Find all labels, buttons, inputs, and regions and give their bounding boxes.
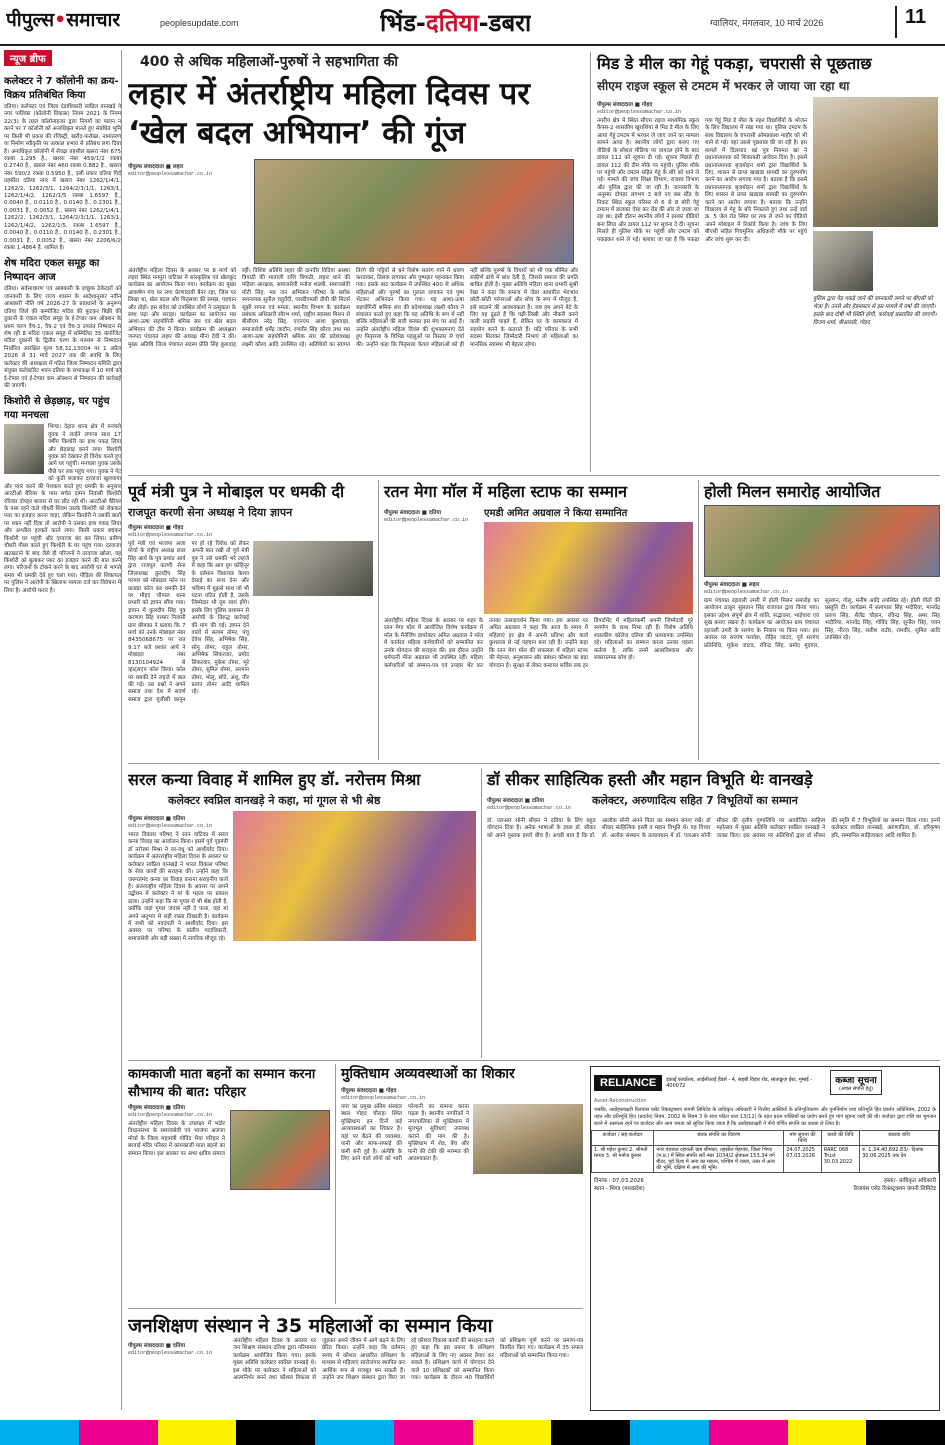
table-row bbox=[592, 1146, 939, 1173]
article-headline: होली मिलन समारोह आयोजित bbox=[704, 482, 881, 501]
article-photo bbox=[813, 97, 938, 227]
advertiser-logo: RELIANCE bbox=[594, 1075, 662, 1091]
table-cell: RARC 068 Trust 30.03.2022 bbox=[821, 1146, 859, 1173]
photo-caption: पुलिस द्वारा पेड़ पकड़े जाने की जानकारी लगने पर बीएसी को भेजा है। उनसे और हेडमास्टर से इस मामले में वर्षा की जाएगी। इसके बाद दोषी भी स्थिति होगी, कार्रवाई प्रस्तावित की जाएगी। विजय शर्मा, बीआरसी, गोहद bbox=[813, 296, 937, 326]
table-header: कब्जे की तिथि bbox=[821, 1131, 859, 1146]
section-title: भिंड-दतिया-डबरा bbox=[380, 9, 532, 37]
article-byline: पीपुल्स संवाददाता ■ लहार bbox=[128, 163, 184, 170]
article-headline: जनशिक्षण संस्थान ने 35 महिलाओं का सम्मान किया bbox=[128, 1315, 493, 1337]
article-email: editor@peoplessamachar.co.in bbox=[128, 823, 213, 829]
article-email: editor@peoplessamachar.co.in bbox=[341, 1095, 426, 1101]
brief-headline: किशोरी से छेड़छाड़, घर पहुंच गया मनचला bbox=[4, 396, 110, 422]
article-subhead: सीएम राइज स्कूल से टमटम में भरकर ले जाया जा रहा था bbox=[597, 79, 850, 93]
advertiser-tagline: Asset Reconstruction bbox=[594, 1098, 647, 1104]
print-color-bar bbox=[0, 1420, 945, 1445]
brief-body: भिण्ड। देहात थाना क्षेत्र में मनचले युवक ने लाईने लगाया साथ 17 वर्षीय किशोरी का हाथ पकड़ लिया और छेड़छाड़ करने लगा। किशोरी युवक को देखकर ही विरोध करते हुए आगे घर पहुंची। मनचला युवक उसके पीछे घर तक पहुंच गया। युवक ने गेट को कुंडी बजाकर दरवाजा खुलवाया और प्यार करने की पेशकश करते हुए धमकी के अनुसार आरटीओ बैरियर के पास सचेत दामन निवासी किशोरी रविवार दोपहर बाजार से घर लौट रही थी। आरटीओ बैरियर के पास रहने वाले चौधरी शिवम उसके किशोरी को रोककर प्यार का इजहार करना चाहा, लेकिन किशोरी ने उसकी बातों पर ध्यान नहीं दिया तो आरोपी ने उसका हाथ पकड़ लिया और अश्लील हरकतें करने लगा। किसी प्रकार बचकर किशोरी घर पहुंची और दरवाजा बंद कर लिया। प्रवीण चौधरी पीछा करते हुए किशोरी के घर पहुंच गया। दरवाजा खटखटाने के बाद जैसे ही परिजनों ने दरवाजा खोला, वह किशोरी को बुलाकर प्यार का इजहार करने की बात करने लगा। परिजनों के टोकने करने के बाद आरोपी घर से भागते समय भी धमकी देते हुए चला गया। पीड़िता की शिकायत पर पुलिस ने आरोपी के खिलाफ मामला दर्ज कर विवेचना में लिया है। आरोपी फरार है। bbox=[4, 424, 121, 594]
newspaper-logo: पीपुल्स•समाचार bbox=[6, 9, 121, 31]
logo-dot: • bbox=[54, 9, 67, 31]
article-byline: पीपुल्स संवाददाता ■ गोहद bbox=[597, 102, 653, 108]
mall-article bbox=[378, 480, 693, 760]
advertiser-address: इकाई कार्यालय, आईसीआई हैंडर्स - 4, सहबी विहार रोड, सांताक्रुज़ ईस्ट, मुम्बई - 400072 bbox=[666, 1076, 813, 1089]
article-email: editor@peoplessamachar.co.in bbox=[128, 1350, 213, 1356]
article-photo bbox=[484, 522, 693, 614]
article-headline: डॉ सीकर साहित्यिक हस्ती और महान विभूति थेः वानखड़े bbox=[487, 770, 813, 789]
news-brief-column bbox=[4, 50, 122, 1410]
brief-body: दतिया। सर्वसाधारण एवं आबकारी के इच्छुक ठेकेदारों को जानकारी के लिए राज्य शासन के आदेशानुसार नवीन आबकारी नीति वर्ष 2026-27 के प्रावधानों के अनुरूप दतिया जिले की कम्पोजिट मदिरा की फुटकर बिक्री की दुकानों के एकल मदिरा समूह के ई-टेण्डर कम ऑक्शन के प्रथम चरण वैच-1, वैच-2 एवं वैच-3 उपरांत निष्पादन से शेष रही 8 मदिरा एकल समूह में सम्मिलित 35 कंपोजिट मदिरा दुकानों के द्वितीय चरण के माध्यम से निष्पादन निर्धारित आरक्षित मूल्य 58,32,13004 पर 1 अप्रैल 2026 से 31 मार्च 2027 तक की अवधि के लिए कलेक्टर की अध्यक्षता में गठित जिला निष्पादन समिति द्वारा संयुक्त कलेक्टोरेट भवन दतिया के सभाकक्ष में 10 मार्च को ई-टेण्डर एवं ई-टेण्डर कम ऑक्शन से निष्पादन की कार्रवाई की जाएगी। bbox=[4, 286, 121, 389]
article-headline: कामकाजी माता बहनों का सम्मान करना सौभाग्य की बात: परिहार bbox=[128, 1067, 316, 1100]
section-divider bbox=[128, 1060, 940, 1061]
article-byline: पीपुल्स संवाददाता ■ गोहद bbox=[128, 525, 184, 531]
website-url: peoplesupdate.com bbox=[160, 18, 239, 28]
article-body: ग्राम पंचायत रहावली उमरी में होली मिलन समारोह का आयोजन ठाकुर सुलतान सिंह राजावत द्वारा किया गया। इसका उद्देश्य संपूर्ण क्षेत्र में शांति, सद्भावना, भाईचारा एवं सुख बनाए रखना है। कार्यक्रम का आयोजन ग्राम पंचायत रहावली उमरी के सरपंच के निवास पर किया गया। इस अवसर पर सरपंच पलवेश, रोहित जाटव, पूर्व सरपंच प्रतिनिधि, मुकेश जाटव, रविन्द्र सिंह, प्रमोद मुदगल, सुल्तान, गोलू, मनीष आदि उपस्थित रहे। होली गीतों की प्रस्तुति दी। कार्यक्रम में सत्यपाल सिंह भदौरिया, मानवेंद्र प्रताप सिंह, शैलेंद्र चौहान, रविन्द्र सिंह, अमर सिंह भदौरिया, मानवेंद्र सिंह, गोविंद सिंह, सुनील सिंह, पवन सिंह, नीरज सिंह, सतीश राठौर, रामवीर, सुमित आदि उपस्थित रहे। bbox=[704, 598, 940, 649]
midday-meal-article bbox=[590, 52, 940, 472]
notice-signatory-company: रिलायंस एसेट रिकंस्ट्रक्शन कंपनी लिमिटेड bbox=[853, 1186, 936, 1193]
table-header: कर्जदार / सह-कर्जदार bbox=[592, 1131, 654, 1146]
article-email: editor@peoplessamachar.co.in bbox=[128, 532, 213, 538]
article-byline: पीपुल्स संवाददाता ■ दतिया bbox=[487, 798, 544, 804]
article-email: editor@peoplessamachar.co.in bbox=[384, 517, 469, 523]
lahar-article bbox=[128, 52, 578, 472]
masthead bbox=[0, 0, 945, 46]
article-byline: पीपुल्स संवाददाता ■ दतिया bbox=[128, 1105, 185, 1111]
article-photo bbox=[233, 811, 476, 941]
notice-date: दिनांक : 07.03.2026 bbox=[594, 1178, 644, 1185]
brief-headline: शेष मदिरा एकल समूह का निष्पादन आज bbox=[4, 258, 100, 284]
article-byline: पीपुल्स संवाददाता ■ गोहद bbox=[341, 1088, 397, 1094]
article-body: नगरीय क्षेत्र में स्थित सीएम राइज माध्यमिक स्कूल कैंपस-2 शासकीय खुराशिया से मिड डे मील के लिए आया गेहूं टमटम में भरकर ले जाए जाने का मामला सामने आया है। स्थानीय लोगों द्वारा बनाए गए वीडियो के सोशल मीडिया पर वायरल होने के बाद डायल 112 को सूचना दी गई। सूचना मिलते ही डायल 112 की टीम मौके पर पहुंची। पुलिस मौके पर पहुंची और टमटम सहित गेहूं के बोरे को थाने ले गई। मामले की जांच शिक्षा विभाग, राजस्व विभाग और पुलिस द्वारा की जा रही है। जानकारी के अनुसार दोपहर लगभग 3 बजे नए बस स्टैंड के निकट स्थित स्कूल परिसर से 6 से 8 बोरी गेहूं टमटम में डालकर ऐसा कर रोड की ओर ले जाया जा रहा था। इसी दौरान स्थानीय लोगों ने इसका वीडियो बना लिया और डायल 112 पर सूचना दे दी। सूचना मिलते ही पुलिस मौके पर पहुंची और टमटम को पकड़कर थाने ले गई। बताया जा रहा है कि पकड़ा गया गेहूं मिड डे मील के तहत विद्यार्थियों के भोजन के लिए विद्यालय में रखा गया था। पुलिस टमटम के साथ विद्यालय के चपरासी ओमप्रकाश माहौर को भी थाने ले गई। वहां उससे पूछताछ की जा रही है। इस मामले में दिलशाद खां पुत्र नियमत खां ने प्रधानाध्यापक को शिकायती आवेदन दिया है। इसमें प्रधानाध्यापक बृजमोहन शर्मा द्वारा विद्यार्थियों के लिए, शासन से प्राप्त खाद्यान्न सामग्री का दुरुपयोग करने का आरोप लगाया गया है। बताया है कि इसमें प्रधानाध्यापक बृजमोहन शर्मा द्वारा विद्यार्थियों के लिए शासन से प्राप्त खाद्यान्न सामग्री का दुरुपयोग करने का आरोप लगाया है। बताया कि उन्होंने विद्यालय से गेहूं के बोरे निकलते हुए तथा उन्हें वार्ड क्र. 5 जेल रोड स्थित घर तक ले जाने का वीडियो अपने मोबाइल में रिकॉर्ड किया है। जांच के लिए बीएसी सहित पिचमुनिय अधिकारी मौके पर पहुंचे और जांच शुरू कर दी। bbox=[597, 118, 807, 243]
table-cell: नगर पंचायत रहावली ग्राम छीमका, तहसील मेहगांव, जिला भिण्ड (म.प्र.) में स्थित संपत्ति सर्वे नंबर 1034/2 क्षेत्रफल 153.34 वर्ग मीटर, पूर्व दिशा में अन्य का मकान, पश्चिम में रास्ता, उत्तर में अन्य की भूमि, दक्षिण में अन्य की भूमि। bbox=[654, 1146, 784, 1173]
article-byline: पीपुल्स संवाददाता ■ दतिया bbox=[384, 510, 441, 516]
article-byline: पीपुल्स संवाददाता ■ लहार bbox=[704, 582, 760, 588]
table-header: मांग सूचना की तिथि bbox=[784, 1131, 821, 1146]
article-body: अंतर्राष्ट्रीय महिला दिवस के उपलक्ष्य में भांडेर विधानसभा के समाजसेवी एवं भाजपा अजजा मोर्चा के जिला महामंत्री गोविंद भैया परिहार ने बरवाई मंदिर परिसर में कामकाजी माता बहनों का सम्मान किया। इस अवसर पर अभा क्षत्रिय समाज bbox=[128, 1121, 225, 1157]
brief-body: दतिया। कलेक्टर एवं जिला दंडाधिकारी स्वप्निल वानखड़े ने नगर पालिका (कॉलोनी विकास) नियम 2021 के नियम 22(3) के तहत कॉलोनाइजर द्वारा नियमों का पालन न करने पर 7 कॉलोनी को अनाधिकृत मानते हुए संबंधित भूमि पर किसी भी प्रकार की रजिस्ट्री, खरीद-फरोख्त, नामांतरण या निर्माण स्वीकृति पर तत्काल प्रभाव से प्रतिबंध लगा दिया है। अनाधिकृत कॉलोनी में सेवढ़ा तहसील खसरा नंबर 675 रकबा 1.295 है., खसरा नंबर 459/1/2 रकबा 0.2740 है., खसरा नंबर 460 रकबा 0.882 है., खसरा नंबर 590/2 रकबा 0.5950 है., इसी प्रकार दतिया गिर्द तहसील दतिया नगर में खसरा नंबर 1262/1/4/1, 1262/2, 1262/3/1, 1264/2/3/1/1, 1263/1, 1262/1/4/2, 1262/1/5 रकबा 1.6597 है., 0.0040 है., 0.0110 है., 0.0140 है., 0.2301 है., 0.0031 है., 0.0052 है., खसरा नंबर 1262/1/4/1, 1262/2, 1262/3/1, 1264/2/3/1/1, 1263/1, 1262/1/4/2, 1262/1/5, रकबा 1.6597 है., 0.0040 है., 0.0110 है., 0.0140 है., 0.2301 है., 0.0031 है., 0.0052 है., खसरा नंबर 2206/6/2 रकबा 1.4864 है. शामिल है। bbox=[4, 104, 121, 252]
table-header: बंधक संपत्ति का विवरण bbox=[654, 1131, 784, 1146]
article-photo bbox=[230, 1110, 330, 1190]
article-subhead: कलेक्टर, अरुणादित्य सहित 7 विभूतियों का सम्मान bbox=[592, 794, 798, 807]
article-body: अंतर्राष्ट्रीय महिला दिवस के अवसर पर 8 मार्च को लहार स्थित मनपुरा वाटिका में सांस्कृतिक एवं खेलकूद कार्यक्रम का आयोजन किया गया। कार्यक्रम का मुख्य आकर्षण मंच पर लगा प्रेरणादायी बैनर रहा, जिस पर लिखा था, खेल बदल और पितृसत्ता की समझ, पहचान और तोड़ो। इस संदेश को उपस्थित लोगों ने उत्सुकता के साथ पढ़ा और सराहा। कार्यक्रम का आयोजन मप्र आशा-ऊषा सहयोगिनी श्रमिक संघ एवं खेल बदल अभियान की टीम ने किया। कार्यक्रम की अध्यक्षता जनपद पंचायत लहार की अध्यक्ष मीना देवी ने की। मुख्य अतिथि जिला पंचायत सदस्य प्रीति सिंह कुशवाह रहीं। विशिष्ट अतिथि लहार की दानवीर विदिया आस्था त्रिपाठी की माताजी राशि त्रिपाठी, लहार थाने की महिला आरक्षक, समाजसेवी मनोज शास्त्री, समाजसेवी मोटी सिंह, मप्र जन अभियान परिषद के ब्लॉक समन्वयक सुनील चतुर्वेदी, एसडीएमसी डीपी की मिटर्स सूझी सपना एवं ममता, स्थानीय विभाग के कार्यक्रम प्रबंधक अधिकारी सौरभ शर्मा, राष्ट्रीय स्वास्थ्य मिशन से बीसीएम नरेंद्र सिंह, एएनएम आशा कुशवाहा, समाजसेवी धर्मेंद्र जादौन, रणवीर सिंह कौरव तथा मप्र आशा-ऊषा सहयोगिनी श्रमिक संघ की प्रदेशाध्यक्ष लक्ष्मी कौरव आदि उपस्थित रहे। अतिथियों का स्वागत तिरंगे की पट्टियों से बने विशेष सतरंग गाने में धारण करवाकर, तिलक लगाकर और पुष्पहार पहनाकर किया गया। इसके बाद कार्यक्रम में उपस्थित 400 से अधिक महिलाओं और पुरुषों का गुलाल लगाकर एवं पुष्प भेंटकर अभिनंदन किया गया। यह आशा-ऊषा सहयोगिनी श्रमिक संघ की प्रदेशाध्यक्ष लक्ष्मी कौरव ने संचालन करते हुए कहा कि यह अतिथि के रूप में नहीं बल्कि महिलाओं की सारी बनकर इस मंच पर आई हैं। उन्होंने अंतर्राष्ट्रीय महिला दिवस की शुभकामनाएं देते हुए पितृसत्ता के विभिन्न पहलुओं पर विस्तार से चर्चा की। उन्होंने कहा कि पितृसत्ता केवल महिलाओं को ही नहीं बल्कि पुरुषों के विचारों को भी एक सीमित और संकीर्ण ढांचे में बांध देती है, जिससे समाज की प्रगति बाधित होती है। मुख्य अतिथि महिला थाना प्रभारी सुश्री रेखा ने कहा कि समाज में जेंडर आधारित भेदभाव छोटी-छोटी परंपराओं और सोच के रूप में मौजूद है, इसे बदलने की आवश्यकता है। जब हम अपने बेटे के लिए यह ढूंढते हैं कि पढ़ी-लिखी और नौकरी करने वाली लड़की चाहते हैं, लेकिन घर के कामकाज में सहयोग करने के कतराते हैं। यदि परिवार के सभी सदस्य मिलकर जिम्मेदारी निभाएं तो महिलाओं का मानसिक स्वास्थ्य भी बेहतर रहेगा। bbox=[128, 267, 578, 348]
threat-article bbox=[128, 480, 373, 760]
marriage-article bbox=[128, 768, 476, 1058]
article-kicker: 400 से अधिक महिलाओं-पुरुषों ने सहभागिता की bbox=[140, 54, 398, 70]
article-subhead: कलेक्टर स्वप्निल वानखड़े ने कहा, मां गूगल से भी श्रेष्ठ bbox=[168, 794, 381, 807]
article-email: editor@peoplessamachar.co.in bbox=[704, 589, 789, 595]
article-photo bbox=[473, 1104, 583, 1174]
holi-article bbox=[698, 480, 940, 760]
table-cell: 1. श्री महेश कुमार 2. श्रीमती ममता 3. श्री मनोज कुमार bbox=[592, 1146, 654, 1173]
issue-date: ग्वालियर, मंगलवार, 10 मार्च 2026 bbox=[710, 18, 824, 28]
news-brief-tag: न्यूज ब्रीफ bbox=[4, 50, 52, 66]
article-photo bbox=[254, 159, 574, 264]
table-header: बकाया राशि bbox=[860, 1131, 939, 1146]
brief-headline: कलेक्टर ने 7 कॉलोनी का क्रय-विक्रय प्रतिबंधित किया bbox=[4, 76, 119, 101]
article-body: पूर्व मंत्री एवं भाजपा अजा मोर्चा के राष्ट्रीय अध्यक्ष लाल सिंह आर्य के पुत्र प्रशांत आर्य द्वारा राजपूत करणी सेना जिलाध्यक्ष कुलदीप सिंह परमार को मोबाइल फोन पर फ्राड्या कॉल कर धमकी देने पर मौहद चौपाल थाना प्रभारी को ज्ञापन सौंपा गया। ज्ञापन में कुलदीप सिंह पुत्र करणाग सिंह परमार निवासी ग्राम छीमका ने बताया कि 7 मार्च को उनके मोबाइल नंबर 8435068675 पर रात 9.17 बजे प्रशांत आर्य ने मोबाइल नंबर 8130104924 से व्हाट्सएप कॉल किया। कॉल पर धमकी देने लहजे में बात की गई। उस प्रश्नों ने अपने समाज तथा देश में सवर्ण समाज द्वारा यूजीसी कानून पर हो रहे विरोध को लेकर अपनी बात रखी तो पूर्व मंत्री पुत्र ने उसे धमकी भरे लहजे में कहा कि आप युग कोहिनूर के वर्तमान विधायक केशव देसाई का साथ देना और भविष्य में मुझसे साथ जो भी घटना घटित होती है, उसके जिम्मेदार भी तुम स्वयं होंगे। इसके लिए पुलिस प्रशासन से आरोपी के विरुद्ध कार्रवाई की मांग की गई। ज्ञापन देने वालों में सत्यम तोमर, पंचू देवेश सिंह, अभिषेक सिंह, सोनू तोमर, राहुल तोमर, अभिषेक सिकरवार, प्रमोद सिकरवार, मुकेश तोमर, भूरे तोमर, सुमित तोमर, अरमान तोमर, भोलू, छोटे, अंशु, वीर प्रताप तोमर आदि शामिल रहे। bbox=[128, 541, 249, 703]
official-portrait bbox=[813, 231, 873, 291]
table-cell: 24.07.2025 07.03.2026 bbox=[784, 1146, 821, 1173]
article-headline: लहार में अंतर्राष्ट्रीय महिला दिवस पर ‘खेल बदल अभियान’ की गूंज bbox=[128, 76, 530, 151]
article-photo bbox=[704, 505, 940, 577]
article-email: editor@peoplessamachar.co.in bbox=[128, 1112, 213, 1118]
article-body: भारत विकास परिषद ने रतन वाटिका में सरल कन्या विवाह का आयोजन किया। इसमें पूर्व गृहमंत्री डॉ नरोत्तम मिश्रा ने वर-वधु को आशीर्वाद दिया। कार्यक्रम में अंतरराष्ट्रीय महिला दिवस के अवसर पर कलेक्टर स्वप्निल वानखड़े ने भारत विकास परिषद के सेवा कार्यों की सराहना की। उन्होंने कहा कि जरूरतमंद कन्या का विवाह कराना सराहनीय कार्य है। अंतरराष्ट्रीय महिला दिवस के अवसर पर अपने उद्बोधन में कलेक्टर ने मां के महत्व पर प्रकाश डाला। उन्होंने कहा कि मां गूगल से भी श्रेष्ठ होती है, क्योंकि जहां गूगल जवाब नहीं दे पाता, वहां मां अपने अनुभव से सही रास्ता दिखाती है। कार्यक्रम में सभी को नवदंपती ने आशीर्वाद दिया। इस अवसर पर परिषद के प्रांतीय पदाधिकारी, समाजसेवी और बड़ी संख्या में नागरिक मौजूद रहे। bbox=[128, 832, 228, 942]
article-body: नगर का प्रमुख अंतिम संस्कार स्थल गोहद चौराहा स्थित मुक्तिधाम इन दिनों कई अव्यवस्थाओं का शिकार है। यहां पर बैठने की व्यवस्था, पानी और साफ-सफाई की कमी बनी हुई है। अंत्येष्टि के लिए आने वाले लोगों को भारी परेशानी का सामना करना पड़ता है। स्थानीय नागरिकों ने नगरपालिका से मुक्तिधाम में मूलभूत सुविधाएं उपलब्ध कराने की मांग की है। मुक्तिधाम में शेड, बेंच और पानी की टंकी की मरम्मत की आवश्यकता है। bbox=[341, 1104, 469, 1162]
article-subhead: एमडी अमित अग्रवाल ने किया सम्मानित bbox=[484, 508, 628, 519]
article-email: editor@peoplessamachar.co.in bbox=[487, 805, 572, 811]
article-email: editor@peoplessamachar.co.in bbox=[128, 170, 213, 177]
literary-article bbox=[481, 768, 940, 1058]
article-headline: मुक्तिधाम अव्यवस्थाओं का शिकार bbox=[341, 1066, 515, 1082]
brief-photo bbox=[4, 424, 44, 474]
section-divider bbox=[128, 763, 940, 764]
notice-table bbox=[591, 1130, 939, 1173]
section-divider bbox=[128, 475, 940, 476]
notice-body: जबकि, अधोहस्ताक्षरी रिलायंस एसेट रिकंस्ट्रक्शन कंपनी लिमिटेड के प्राधिकृत अधिकारी ने वित्तीय आस्तियों के प्रतिभूतिकरण और पुनर्निर्माण तथा प्रतिभूति हित प्रवर्तन अधिनियम, 2002 के तहत और प्रतिभूति हित (प्रवर्तन) नियम, 2002 के नियम 3 के साथ पठित धारा 13(12) के तहत प्रदत्त शक्तियों का प्रयोग करते हुए मांग सूचना जारी की थी। कर्जदार द्वारा राशि का भुगतान करने में असफल रहने पर कर्जदार और आम जनता को सूचित किया जाता है कि अधोहस्ताक्षरी ने नीचे वर्णित संपत्ति का कब्जा ले लिया है। bbox=[594, 1107, 936, 1127]
possession-notice-ad bbox=[590, 1066, 940, 1411]
table-cell: रु. 1,34,40,692.83/- दिनांक 30.06.2025 तक देय bbox=[860, 1146, 939, 1173]
article-byline: पीपुल्स संवाददाता ■ दतिया bbox=[128, 1343, 185, 1349]
article-byline: पीपुल्स संवाददाता ■ दतिया bbox=[128, 816, 185, 822]
article-body: अंतर्राष्ट्रीय महिला दिवस के अवसर पर शहर के रतन मेगा मॉल में आयोजित विशेष कार्यक्रम में मॉल के मैनेजिंग डायरेक्टर अमित अग्रवाल ने मॉल में कार्यरत महिला कर्मचारियों को सम्मानित कर उनके योगदान की सराहना की। इस दौरान उन्होंने धर्मपत्नी मीना अग्रवाल भी उपस्थित रहीं। महिला कर्मचारियों को सम्मान-पत्र एवं उपहार भेंट कर उनका उत्साहवर्धन किया गया। इस अवसर पर अमित अग्रवाल ने कहा कि आज के समय में महिलाएं हर क्षेत्र में अपनी प्रतिभा और कार्य कुशलता से नई पहचान बना रही हैं। उन्होंने कहा कि रतन मेगा मॉल की सफलता में महिला स्टाफ की मेहनत, अनुशासन और प्रबंधन कौशल का बड़ा योगदान है। सुरक्षा से लेकर कस्टमर सर्विस तक हर डिपार्टमेंट में महिलाकर्मी अपनी जिम्मेदारी पूरे समर्पण के साथ निभा रही हैं। विशेष अतिथि शासकीय कॉलेज दतिया की प्राध्यापक उपस्थित रहे। महिलाओं का सम्मान करना उनका पहला कर्तव्य है, ताकि उनमें आत्मविश्वास और सकारात्मक सोच हो। bbox=[384, 618, 693, 669]
page-number: 11 bbox=[895, 6, 935, 38]
article-headline: रतन मेगा मॉल में महिला स्टाफ का सम्मान bbox=[384, 482, 627, 501]
notice-subtitle: (अचल संपत्ति हेतु) bbox=[838, 1086, 873, 1092]
article-photo bbox=[253, 541, 373, 596]
article-headline: सरल कन्या विवाह में शामिल हुए डॉ. नरोत्तम मिश्रा bbox=[128, 770, 421, 789]
notice-title: कब्जा सूचना bbox=[835, 1076, 877, 1086]
crematorium-article bbox=[335, 1064, 583, 1304]
article-subhead: राजपूत करणी सेना अध्यक्ष ने दिया ज्ञापन bbox=[128, 506, 293, 519]
article-email: editor@peoplessamachar.co.in bbox=[597, 109, 682, 115]
article-body: अंतर्राष्ट्रीय महिला दिवस के अवसर पर जन शिक्षण संस्थान दतिया द्वारा गरिमामय कार्यक्रम आयोजित किया गया। इसके मुख्य अतिथि कलेक्टर स्वप्निल वानखड़े थे। इस मौके पर कलेक्टर ने महिलाओं को आत्मनिर्भर बनने तथा कौशल विकास से जुड़कर अपने जीवन में आगे बढ़ने के लिए प्रेरित किया। उन्होंने कहा कि वर्तमान समय में कौशल आधारित प्रशिक्षण के माध्यम से महिलाएं स्वरोजगार स्थापित कर आर्थिक रूप से मजबूत बन सकती हैं। उन्होंने जन शिक्षण संस्थान द्वारा किए जा रहे कौशल विकास कार्यों की सराहना करते हुए कहा कि इस प्रकार के प्रशिक्षण महिलाओं के लिए नए अवसर तैयार कर सकते हैं। प्रशिक्षण कार्य में योगदान देने वाले 10 प्रशिक्षकों को सम्मानित किया गया। कार्यक्रम के दौरान 40 विद्यार्थियों को प्रशिक्षण पूर्ण करने पर प्रमाण-पत्र वितरित किए गए। कार्यक्रम में 35 सफल महिलाओं को सम्मानित किया गया। bbox=[233, 1338, 583, 1382]
article-headline: पूर्व मंत्री पुत्र ने मोबाइल पर धमकी दी bbox=[128, 482, 345, 501]
janshikshan-article bbox=[128, 1308, 583, 1416]
notice-signatory: हस्ता/- प्राधिकृत अधिकारी bbox=[883, 1178, 936, 1185]
article-headline: मिड डे मील का गेहूं पकड़ा, चपरासी से पूछताछ bbox=[597, 54, 872, 73]
notice-place: स्थान - भिण्ड (मध्यप्रदेश) bbox=[594, 1186, 645, 1193]
article-body: डॉ. एलआर सोनी सीकर ने दतिया के लिए बहुत योगदान दिया है। अनेक भाषाओं के ज्ञाता डॉ. सीकर को अपने पुस्तक हमारे बीच हैं। अच्छी बात है कि डॉ. आलोक सोनी अपने पिता का सम्मान बनाए रखें। डॉ सीकर साहित्यिक हस्ती व महान विभूति थे। यह विचार डॉ. अलोक संस्थान के तत्वावधान में डॉ. एलआर सोनी सीकर की तृतीय पुण्यतिथि पर आयोजित साहित्य महोत्सव में मुख्य अतिथि कलेक्टर स्वप्निल वानखड़े ने व्यक्त किए। इस अवसर पर अतिथियों द्वारा डॉ सीकर की स्मृति में 7 विभूतियों का सम्मान किया गया। इनमें कलेक्टर स्वप्निल वानखड़े, अरुणादित्य, डॉ. हरिकृष्ण हरि, सम्मानित साहित्यकार आदि शामिल हैं। bbox=[487, 818, 940, 839]
